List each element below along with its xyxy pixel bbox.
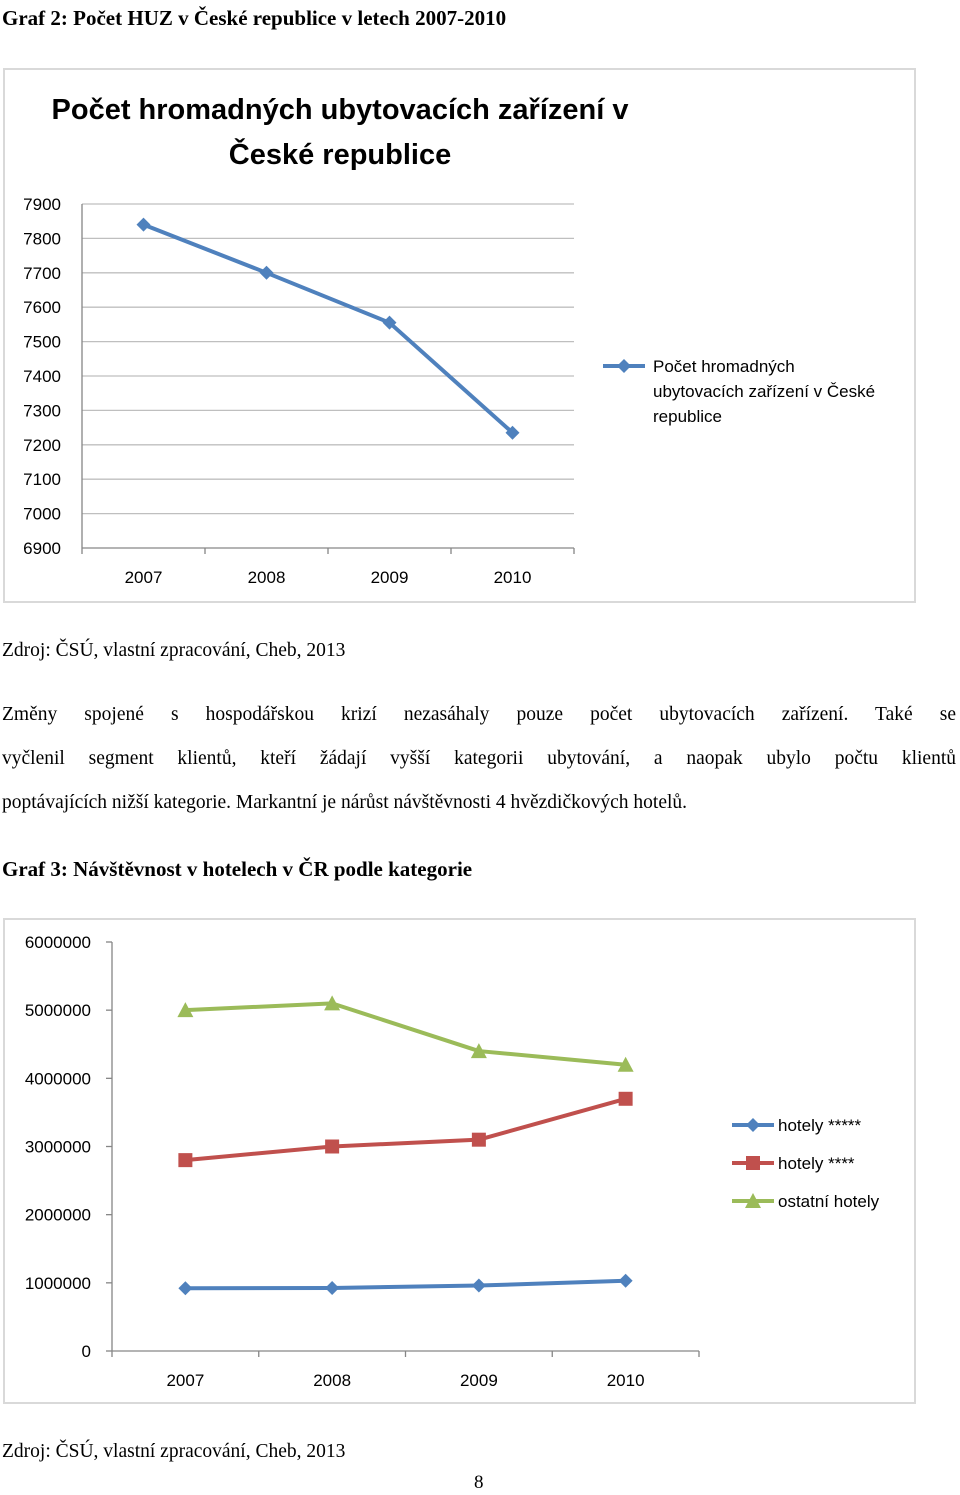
x-tick-label: 2007 <box>166 1371 205 1390</box>
paragraph-line-3: poptávajících nižší kategorie. Markantní je nárůst návštěvnosti 4 hvězdičkových hotelů. <box>2 792 688 813</box>
series-line <box>185 1099 625 1160</box>
y-tick-label: 2000000 <box>24 1205 91 1225</box>
x-tick-label: 2010 <box>606 1371 645 1390</box>
graph2-heading: Graf 2: Počet HUZ v České republice v letech 2007-2010 <box>2 6 507 30</box>
data-point <box>325 1281 339 1295</box>
legend-marker <box>617 359 631 373</box>
data-point <box>178 1281 192 1295</box>
legend-label: hotely ***** <box>778 1116 862 1135</box>
x-tick-label: 2008 <box>247 568 286 587</box>
chart-hotel-visits <box>5 920 914 1402</box>
series-line <box>185 1003 625 1064</box>
legend-label: ostatní hotely <box>778 1192 880 1211</box>
data-point <box>137 218 151 232</box>
y-tick-label: 7700 <box>23 263 61 283</box>
y-tick-label: 4000000 <box>24 1069 91 1089</box>
data-point <box>619 1274 633 1288</box>
y-tick-label: 7400 <box>23 367 61 386</box>
legend-label: Počet hromadných <box>653 357 795 376</box>
series-line <box>144 225 513 433</box>
legend-marker <box>746 1156 760 1170</box>
y-tick-label: 7100 <box>23 470 61 490</box>
legend-marker <box>746 1118 760 1132</box>
data-point <box>472 1279 486 1293</box>
legend-label: ubytovacích zařízení v České <box>653 382 876 401</box>
y-tick-label: 7200 <box>23 435 61 455</box>
paragraph-line-1: Změny spojené s hospodářskou krizí nezasáhaly pouze počet ubytovacích zařízení. Také se <box>2 704 956 725</box>
page-number: 8 <box>474 1472 484 1493</box>
y-tick-label: 6900 <box>23 539 61 558</box>
x-tick-label: 2007 <box>124 568 163 587</box>
graph2-source: Zdroj: ČSÚ, vlastní zpracování, Cheb, 2013 <box>2 640 346 661</box>
y-tick-label: 7800 <box>23 229 61 249</box>
legend-label: hotely **** <box>778 1154 855 1173</box>
y-tick-label: 1000000 <box>24 1273 91 1293</box>
y-tick-label: 5000000 <box>24 1001 91 1021</box>
paragraph-line-2: vyčlenil segment klientů, kteří žádají vyšší kategorii ubytování, a naopak ubylo počtu klientů <box>2 748 956 769</box>
y-tick-label: 3000000 <box>24 1137 91 1157</box>
data-point <box>619 1092 633 1106</box>
x-tick-label: 2009 <box>459 1371 498 1390</box>
legend-label: republice <box>653 407 722 426</box>
chart-hotel-visits-frame <box>3 918 916 1404</box>
y-tick-label: 7300 <box>23 401 61 421</box>
x-tick-label: 2009 <box>370 568 409 587</box>
data-point <box>260 266 274 280</box>
chart-hotels-count-frame <box>3 68 916 603</box>
x-tick-label: 2010 <box>493 568 532 587</box>
graph3-heading: Graf 3: Návštěvnost v hotelech v ČR podle kategorie <box>2 857 473 881</box>
y-tick-label: 0 <box>81 1342 91 1361</box>
x-tick-label: 2008 <box>313 1371 352 1390</box>
data-point <box>178 1153 192 1167</box>
series-line <box>185 1281 625 1288</box>
y-tick-label: 7600 <box>23 298 61 318</box>
chart-hotels-count <box>5 70 914 601</box>
data-point <box>472 1133 486 1147</box>
y-tick-label: 7900 <box>23 195 61 214</box>
chart-title: České republice <box>228 139 452 171</box>
y-tick-label: 7000 <box>23 504 61 524</box>
y-tick-label: 6000000 <box>24 933 91 952</box>
y-tick-label: 7500 <box>23 332 61 352</box>
graph3-source: Zdroj: ČSÚ, vlastní zpracování, Cheb, 2013 <box>2 1441 346 1462</box>
chart-title: Počet hromadných ubytovacích zařízení v <box>51 94 629 126</box>
data-point <box>325 1140 339 1154</box>
